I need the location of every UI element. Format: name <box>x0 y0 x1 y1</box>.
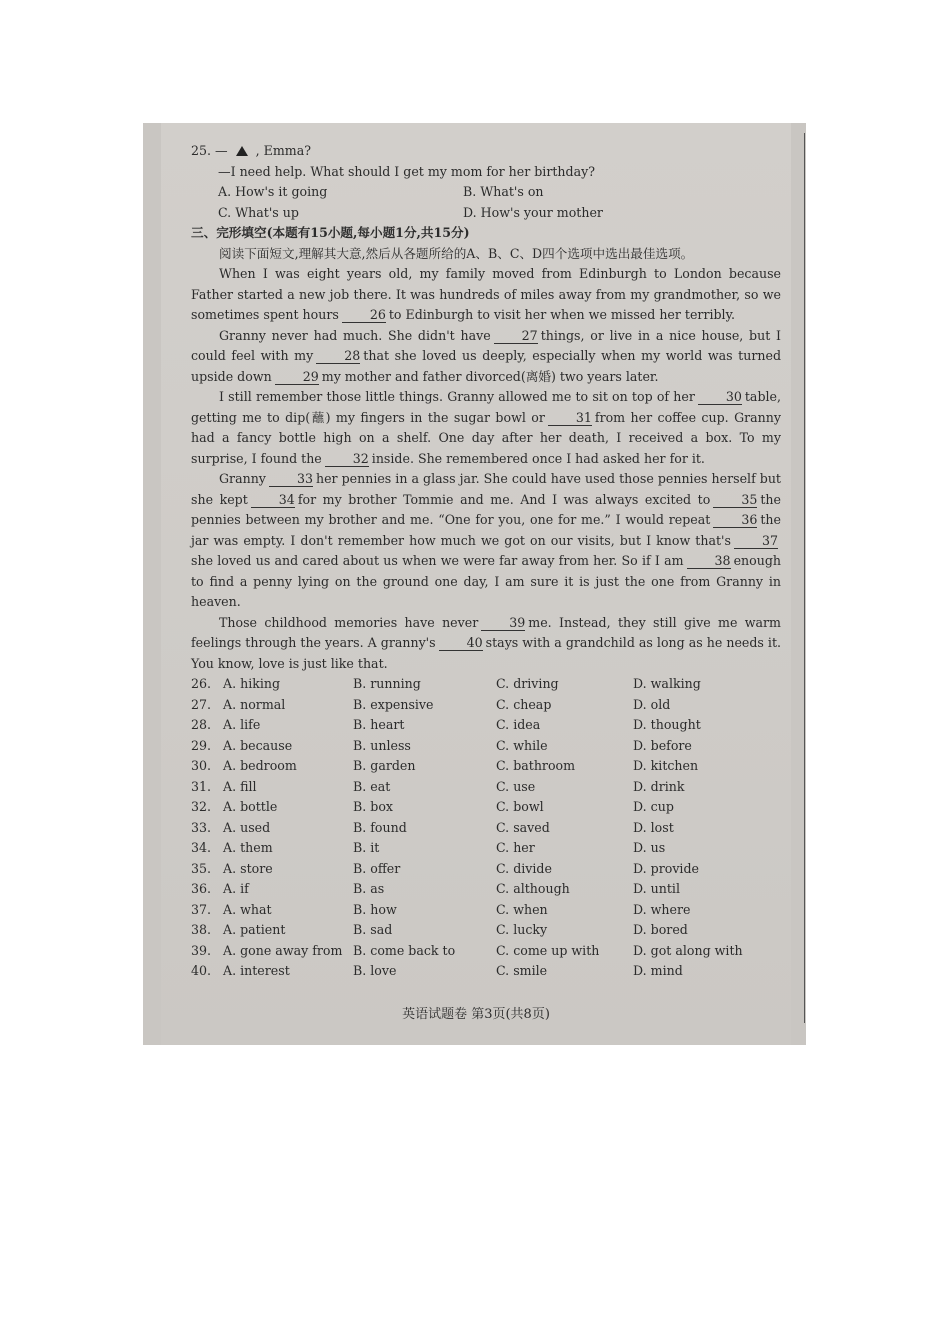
option-a: A. them <box>223 840 273 855</box>
passage-text: to Edinburgh to visit her when we missed her terribly. <box>388 307 736 322</box>
question-number: 33. <box>191 819 212 835</box>
question-response: —I need help. What should I get my mom for her birthday? <box>218 163 595 179</box>
passage-text: stays with a grandchild as long as he needs it. You know, love is just like that. <box>191 635 782 671</box>
option-d: D. where <box>633 901 691 917</box>
option-b: B. offer <box>353 860 401 876</box>
passage-text: that she loved us deeply, especially when my world was turned upside down <box>191 348 782 384</box>
option-c: C. bowl <box>496 799 544 814</box>
option-d: D. before <box>633 737 692 753</box>
option-d: D. drink <box>633 778 685 794</box>
option-a: A. patient <box>223 922 286 937</box>
option-c: C. use <box>496 778 536 794</box>
passage-text: she loved us and cared about us when we were far away from her. So if I am <box>191 553 684 568</box>
passage-text: for my brother Tommie and me. And I was always excited to <box>297 491 711 507</box>
option-d: D. until <box>633 881 680 896</box>
option-row <box>191 879 781 900</box>
passage-paragraph <box>191 613 781 675</box>
option-d: D. bored <box>633 922 688 937</box>
exam-content <box>191 141 781 982</box>
answer-blank: 36 <box>713 513 757 528</box>
passage-text: I still remember those little things. Granny allowed me to sit on top of her <box>219 389 695 404</box>
option-b: B. it <box>353 840 380 855</box>
option-c: C. her <box>496 840 535 855</box>
exam-page <box>161 123 791 1045</box>
passage-text: things, or live in a nice house, but I could feel with my <box>191 327 781 363</box>
option-a: A. How's it going <box>218 184 328 199</box>
option-row <box>191 674 781 695</box>
question-number: 36. <box>191 881 212 896</box>
option-a: A. life <box>223 717 261 732</box>
passage-text: from her coffee cup. Granny had a fancy bottle high on a shelf. One day after her death, I received a box. To my surprise, I found the <box>191 409 781 466</box>
option-d: D. walking <box>633 676 701 691</box>
option-c: C. when <box>496 901 548 917</box>
option-a: A. hiking <box>223 676 281 691</box>
option-row <box>191 859 781 880</box>
option-row <box>191 900 781 921</box>
option-b: B. garden <box>353 758 416 773</box>
question-25 <box>191 141 781 223</box>
question-number: 35. <box>191 860 212 876</box>
option-d: D. lost <box>633 819 674 835</box>
option-row <box>191 695 781 716</box>
answer-blank: 31 <box>548 411 592 426</box>
option-c: C. divide <box>496 860 552 876</box>
question-number: 30. <box>191 758 212 773</box>
passage-text: my mother and father divorced(离婚) two years later. <box>321 368 659 384</box>
answer-blank: 29 <box>275 370 319 385</box>
option-row <box>191 736 781 757</box>
question-number: 37. <box>191 901 212 917</box>
question-number: 28. <box>191 717 212 732</box>
option-b: B. as <box>353 881 385 896</box>
option-c: C. come up with <box>496 942 600 958</box>
option-d: D. cup <box>633 799 674 814</box>
passage-paragraph <box>191 326 781 388</box>
question-number: 38. <box>191 922 212 937</box>
passage-text: me. Instead, they still give me warm feelings through the years. A granny's <box>191 614 781 650</box>
section-instruction: 阅读下面短文,理解其大意,然后从各题所给的A、B、C、D四个选项中选出最佳选项。 <box>219 245 694 261</box>
option-b: B. come back to <box>353 942 456 958</box>
answer-blank: 37 <box>734 534 778 549</box>
passage-text: the jar was empty. I don't remember how much we got on our visits, but I know that's <box>191 512 781 548</box>
option-b: B. unless <box>353 737 411 753</box>
question-number: 26. <box>191 676 212 691</box>
cloze-options <box>191 674 781 982</box>
option-b: B. What's on <box>463 184 544 199</box>
option-row <box>191 203 781 224</box>
option-a: A. bottle <box>223 799 278 814</box>
option-c: C. smile <box>496 963 548 978</box>
option-d: D. us <box>633 840 666 855</box>
option-row <box>191 961 781 982</box>
passage-text: Granny never had much. She didn't have <box>219 327 491 343</box>
option-d: D. How's your mother <box>463 204 603 220</box>
option-a: A. store <box>223 860 273 876</box>
passage-text: table, getting me to dip(蘸) my fingers in the sugar bowl or <box>191 389 781 425</box>
option-row <box>191 182 781 203</box>
option-b: B. eat <box>353 778 391 794</box>
passage-paragraph <box>191 469 781 613</box>
option-a: A. normal <box>223 696 286 712</box>
option-a: A. what <box>223 901 272 917</box>
option-row <box>191 941 781 962</box>
option-row <box>191 920 781 941</box>
option-row <box>191 777 781 798</box>
passage-text: inside. She remembered once I had asked her for it. <box>371 450 705 466</box>
answer-blank: 34 <box>251 493 295 508</box>
option-d: D. provide <box>633 860 699 876</box>
option-b: B. box <box>353 799 394 814</box>
cloze-passage <box>191 264 781 674</box>
answer-blank: 28 <box>316 349 360 364</box>
option-row <box>191 797 781 818</box>
passage-text: enough to find a penny lying on the ground one day, I am sure it is just the one from Granny in heaven. <box>191 553 781 609</box>
passage-paragraph <box>191 264 781 326</box>
passage-text: Those childhood memories have never <box>219 614 479 630</box>
passage-paragraph <box>191 387 781 469</box>
option-c: C. What's up <box>218 204 299 220</box>
option-a: A. bedroom <box>223 758 297 773</box>
option-b: B. expensive <box>353 696 434 712</box>
option-b: B. sad <box>353 922 393 937</box>
blank-triangle-icon <box>236 146 248 156</box>
option-row <box>191 838 781 859</box>
question-number: 34. <box>191 840 212 855</box>
answer-blank: 35 <box>713 493 757 508</box>
answer-blank: 38 <box>687 554 731 569</box>
option-a: A. used <box>223 819 271 835</box>
passage-text: Granny <box>219 471 266 486</box>
prompt-dash: — <box>215 143 228 158</box>
answer-blank: 30 <box>698 390 742 405</box>
option-b: B. love <box>353 963 397 978</box>
page-footer: 英语试题卷 第3页(共8页) <box>402 1007 550 1022</box>
question-number: 31. <box>191 778 212 794</box>
option-a: A. because <box>223 737 293 753</box>
passage-text: the pennies between my brother and me. “One for you, one for me.” I would repeat <box>191 491 781 527</box>
option-b: B. heart <box>353 717 405 732</box>
option-d: D. thought <box>633 717 701 732</box>
question-number: 27. <box>191 696 212 712</box>
option-b: B. how <box>353 901 397 917</box>
option-c: C. while <box>496 737 548 753</box>
option-a: A. if <box>223 881 249 896</box>
option-d: D. got along with <box>633 942 743 958</box>
option-row <box>191 818 781 839</box>
option-d: D. old <box>633 696 671 712</box>
option-c: C. idea <box>496 717 541 732</box>
answer-blank: 40 <box>439 636 483 651</box>
passage-text: her pennies in a glass jar. She could have used those pennies herself but she kept <box>191 471 781 507</box>
answer-blank: 27 <box>494 329 538 344</box>
answer-blank: 33 <box>269 472 313 487</box>
question-number: 39. <box>191 942 212 958</box>
option-b: B. running <box>353 676 421 691</box>
option-c: C. saved <box>496 819 550 835</box>
option-a: A. fill <box>223 778 257 794</box>
section-title: 三、完形填空(本题有15小题,每小题1分,共15分) <box>191 225 470 240</box>
question-number: 29. <box>191 737 212 753</box>
answer-blank: 39 <box>481 616 525 631</box>
question-number: 25. <box>191 143 212 158</box>
question-number: 32. <box>191 799 212 814</box>
question-number: 40. <box>191 963 212 978</box>
option-b: B. found <box>353 819 407 835</box>
option-c: C. bathroom <box>496 758 576 773</box>
answer-blank: 32 <box>325 452 369 467</box>
option-row <box>191 756 781 777</box>
answer-blank: 26 <box>342 308 386 323</box>
option-a: A. gone away from <box>223 942 343 958</box>
prompt-suffix: , Emma? <box>255 143 311 158</box>
option-row <box>191 715 781 736</box>
option-c: C. although <box>496 881 570 896</box>
option-a: A. interest <box>223 963 290 978</box>
option-c: C. lucky <box>496 922 548 937</box>
option-c: C. driving <box>496 676 559 691</box>
scanned-photo <box>143 123 806 1045</box>
option-d: D. kitchen <box>633 758 699 773</box>
margin-rule <box>804 133 805 1023</box>
option-d: D. mind <box>633 963 683 978</box>
passage-text: When I was eight years old, my family moved from Edinburgh to London because Father started a new job there. It was hundreds of miles away from my grandmother, so we sometimes spent hours <box>191 266 781 322</box>
option-c: C. cheap <box>496 696 552 712</box>
